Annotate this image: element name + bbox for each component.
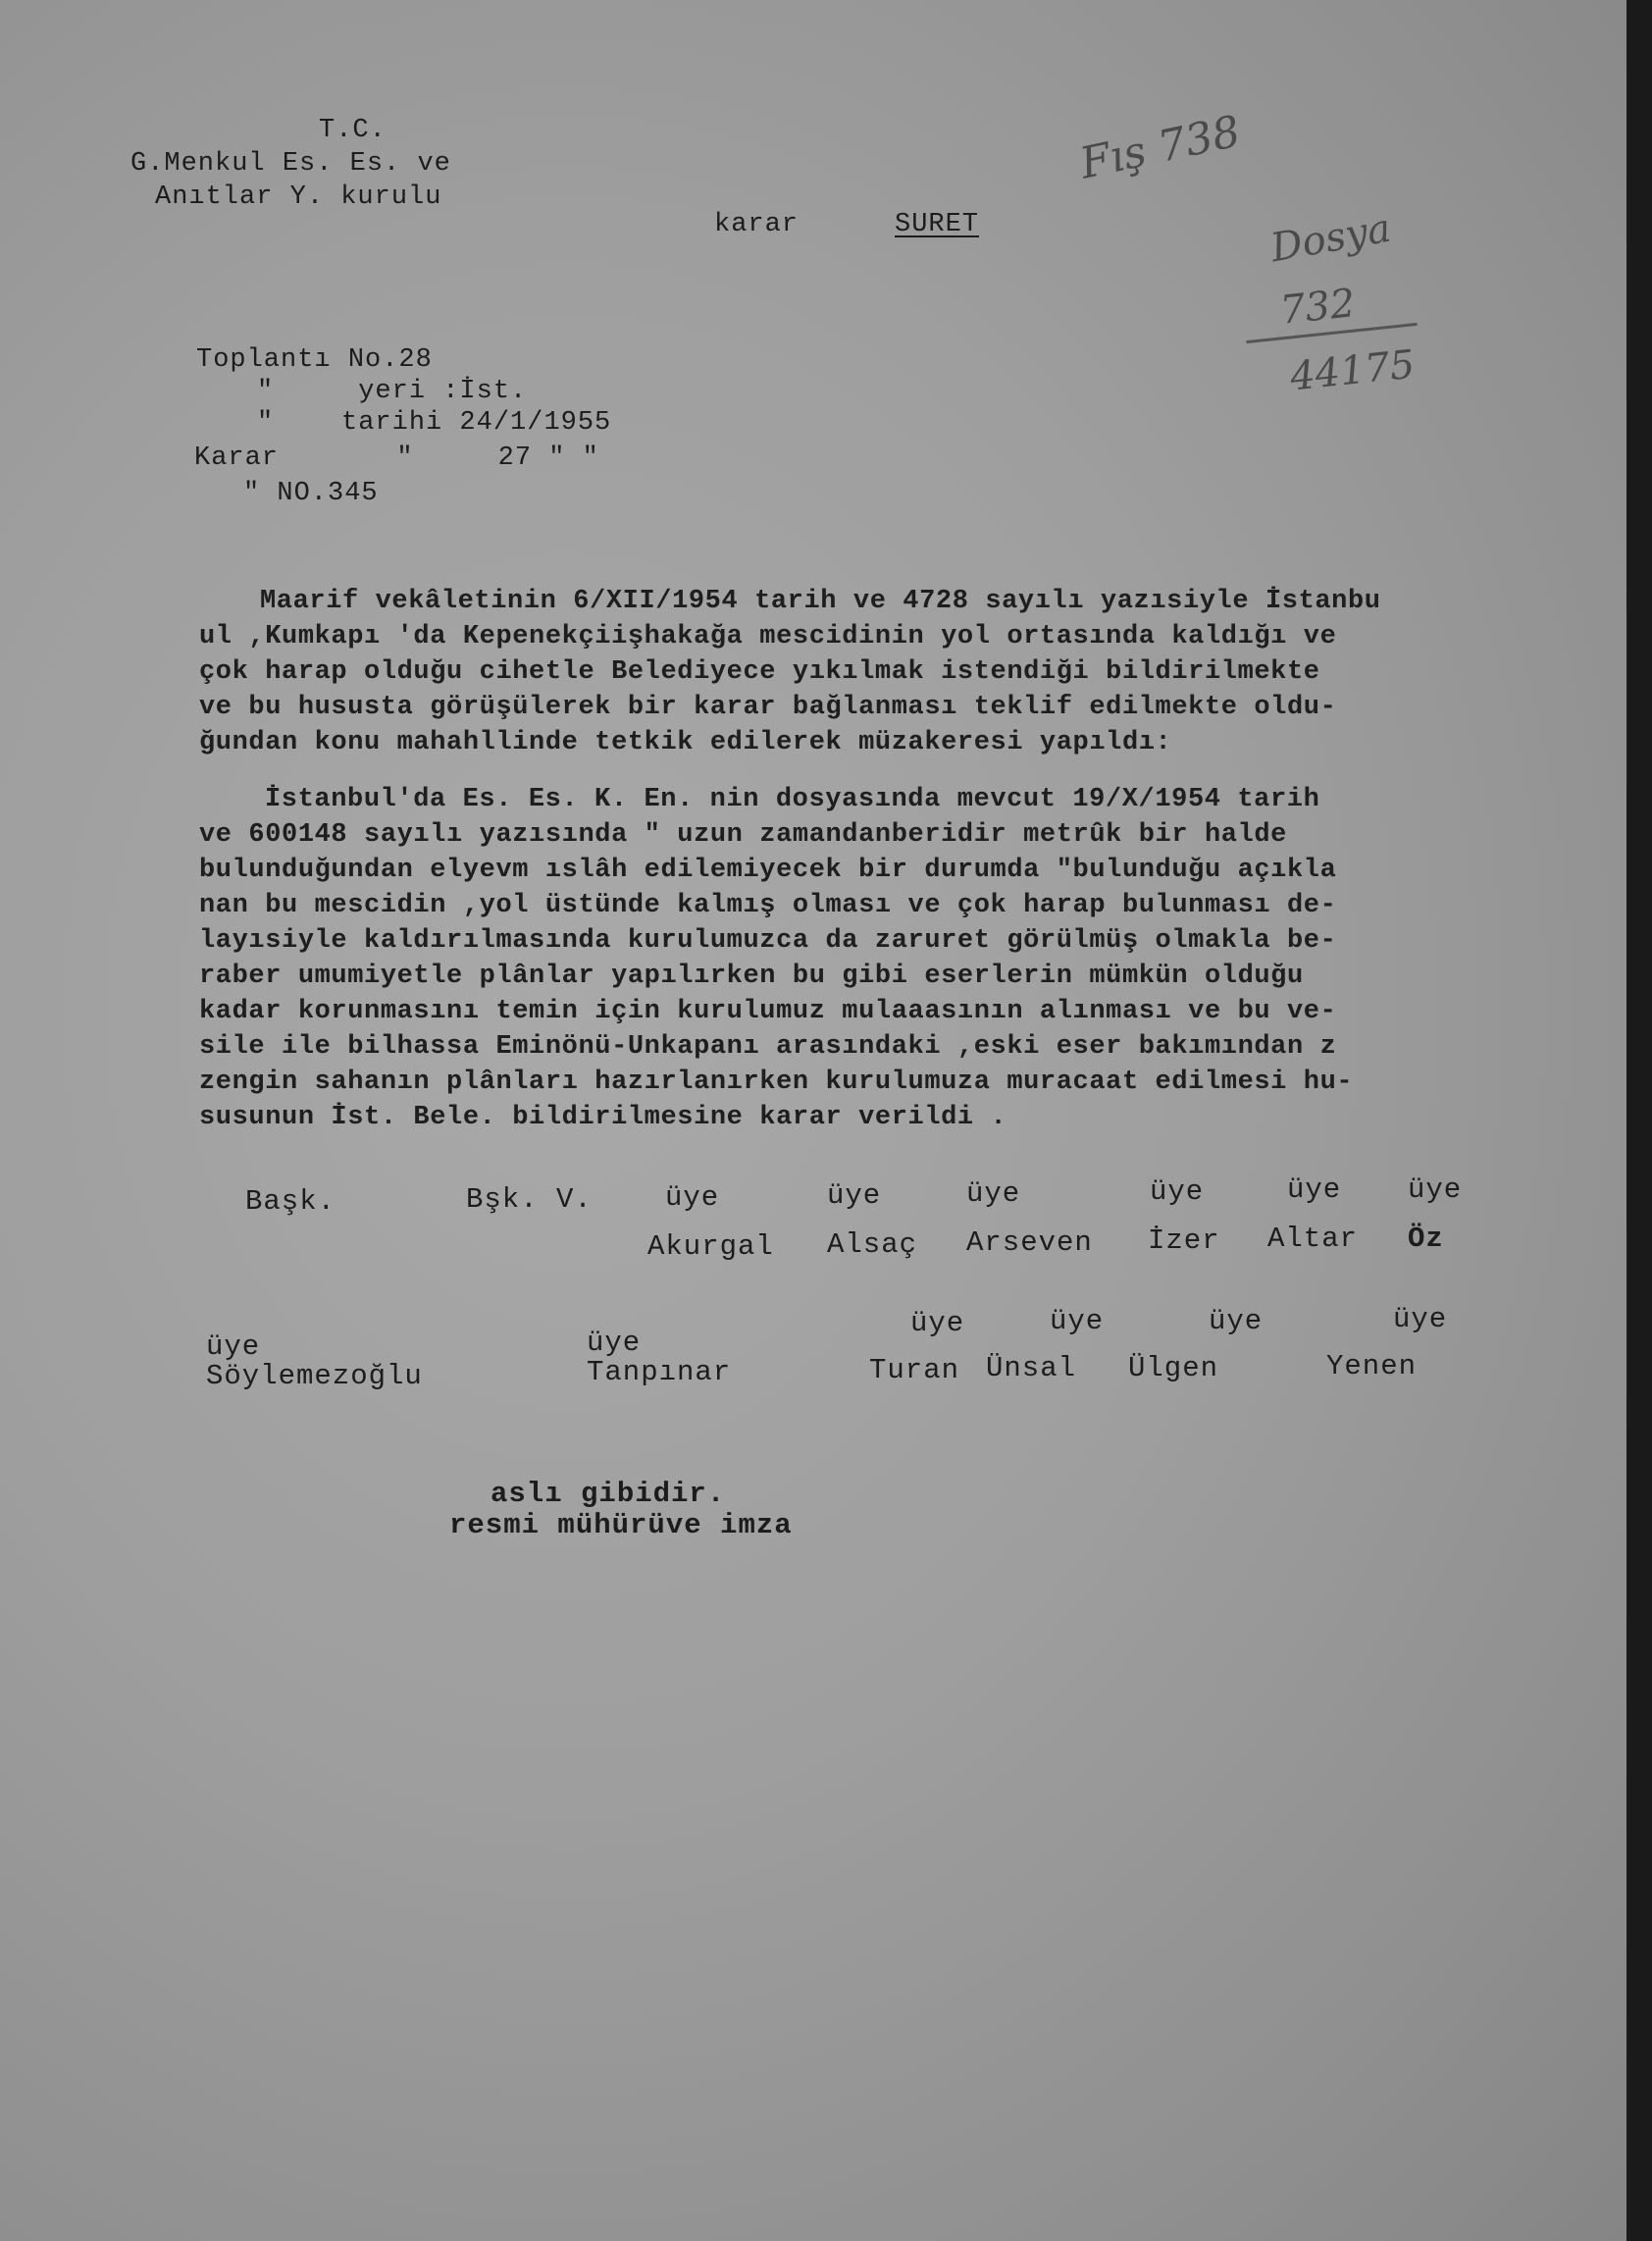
certification-line-1: aslı gibidir. [490,1478,726,1510]
signature-name: Arseven [966,1226,1093,1259]
meeting-number: Toplantı No.28 [196,345,433,375]
paragraph-line: raber umumiyetle plânlar yapılırken bu gibi eserlerin mümkün olduğu [199,962,1304,991]
paragraph-line: sile ile bilhassa Eminönü-Unkapanı arasındaki ,eski eser bakımından z [199,1032,1337,1062]
letterhead-line-2: G.Menkul Es. Es. ve [130,149,451,179]
signature-name: Altar [1267,1223,1359,1255]
certification-line-2: resmi mühürüve imza [449,1509,793,1541]
paragraph-line: ve bu hususta görüşülerek bir karar bağlanması teklif edilmekte oldu- [199,693,1337,722]
signature-role: üye [966,1177,1021,1210]
paragraph-line: ğundan konu mahahllinde tetkik edilerek müzakeresi yapıldı: [199,728,1172,757]
signature-role: üye [665,1181,720,1214]
signature-name: Akurgal [647,1230,774,1263]
signature-role: üye [1050,1305,1105,1337]
letterhead-line-3: Anıtlar Y. kurulu [155,182,442,212]
margin-note-file: Dosya [1266,205,1395,272]
signature-name: Ülgen [1128,1352,1219,1384]
signature-role: üye [1287,1173,1342,1206]
margin-note-number-2: 44175 [1287,341,1418,400]
paragraph-line: nan bu mescidin ,yol üstünde kalmış olması ve çok harap bulunması de- [199,891,1337,920]
signature-name: Turan [869,1354,960,1386]
margin-note-number-1: 732 [1277,281,1358,334]
signature-role: üye [1150,1175,1205,1208]
margin-note-top: Fış 738 [1075,106,1245,189]
signature-role: üye [827,1179,882,1212]
signature-role: üye [206,1330,261,1363]
signature-role: Başk. [245,1185,336,1218]
signature-name: Ünsal [986,1352,1077,1384]
paragraph-line: bulunduğundan elyevm ıslâh edilemiyecek bir durumda "bulunduğu açıkla [199,856,1337,885]
paragraph-line: zengin sahanın plânları hazırlanırken kurulumuza muracaat edilmesi hu- [199,1068,1354,1097]
signature-role: üye [910,1307,965,1339]
signature-role: üye [1408,1173,1463,1206]
signature-name: Öz [1408,1223,1444,1255]
meeting-place: " yeri :İst. [257,377,528,406]
paragraph-line: layısiyle kaldırılmasında kurulumuzca da zaruret görülmüş olmakla be- [199,926,1337,956]
decision-line: Karar " 27 " " [194,443,599,473]
paragraph-line: ul ,Kumkapı 'da Kepenekçiişhakağa mescidinin yol ortasında kaldığı ve [199,622,1337,651]
paragraph-line: çok harap olduğu cihetle Belediyece yıkılmak istendiği bildirilmekte [199,657,1320,687]
paragraph-line: ve 600148 sayılı yazısında " uzun zamandanberidir metrûk bir halde [199,820,1287,850]
doc-copy-label: SURET [895,210,980,239]
signature-name: Tanpınar [587,1356,732,1388]
signature-name: İzer [1148,1225,1220,1257]
signature-name: Söylemezoğlu [206,1360,423,1392]
signature-role: üye [1209,1305,1264,1337]
decision-number: " NO.345 [243,479,379,508]
letterhead-tc: T.C. [319,116,387,145]
signature-role: Bşk. V. [466,1183,593,1216]
signature-role: üye [587,1327,642,1359]
paragraph-line: Maarif vekâletinin 6/XII/1954 tarih ve 4728 sayılı yazısiyle İstanbu [260,587,1381,616]
meeting-date: " tarihi 24/1/1955 [257,408,612,438]
paragraph-line: İstanbul'da Es. Es. K. En. nin dosyasında mevcut 19/X/1954 tarih [265,785,1320,814]
signature-name: Alsaç [827,1228,918,1261]
paragraph-line: kadar korunmasını temin için kurulumuz mulaaasının alınması ve bu ve- [199,997,1337,1026]
doc-type-label: karar [714,210,800,239]
signature-name: Yenen [1326,1350,1418,1382]
paragraph-line: susunun İst. Bele. bildirilmesine karar verildi . [199,1103,1007,1132]
signature-role: üye [1393,1303,1448,1335]
